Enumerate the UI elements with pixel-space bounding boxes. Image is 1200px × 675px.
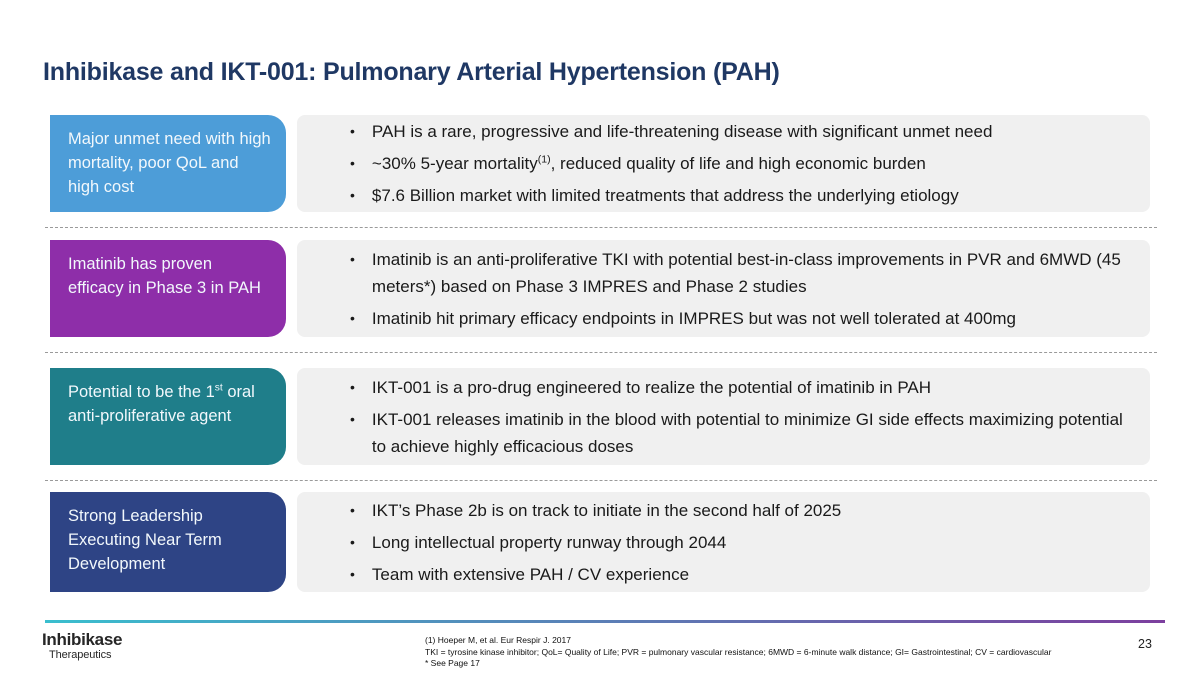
- section-label: Potential to be the 1st oral anti-proliferative agent: [68, 382, 255, 425]
- footnote-reference: (1) Hoeper M, et al. Eur Respir J. 2017: [425, 635, 571, 645]
- bullet-item: [317, 246, 1130, 300]
- bullet-text: • $7.6 Billion market with limited treatments that address the underlying etiology: [371, 186, 959, 205]
- section-divider: [45, 480, 1157, 481]
- bullet-text: • ~30% 5-year mortality$^{(1)}$, reduced quality of life and high economic burden: [371, 153, 926, 173]
- bullet-item: [317, 529, 1130, 556]
- section-label-box: [50, 368, 286, 465]
- bullet-text: • PAH is a rare, progressive and life-threatening disease with significant unmet need: [371, 122, 993, 141]
- section-bullet-panel: [297, 368, 1150, 465]
- section-label-box: [50, 240, 286, 337]
- bullet-text: • IKT’s Phase 2b is on track to initiate in the second half of 2025: [371, 500, 842, 520]
- bullet-item: [317, 150, 1130, 177]
- section-unmet-need: [50, 115, 1150, 212]
- bullet-item: [317, 561, 1130, 588]
- bullet-item: [317, 406, 1130, 460]
- logo-line2: Therapeutics: [49, 649, 112, 661]
- footnotes: [425, 635, 1115, 670]
- section-bullet-panel: [297, 115, 1150, 212]
- section-label-box: [50, 492, 286, 592]
- section-label-box: [50, 115, 286, 212]
- bullet-item: [317, 118, 1130, 145]
- section-label: Imatinib has proven efficacy in Phase 3 in PAH: [68, 255, 261, 297]
- section-first-oral-agent: [50, 368, 1150, 465]
- section-imatinib-efficacy: [50, 240, 1150, 337]
- section-divider: [45, 227, 1157, 228]
- bullet-text: • Team with extensive PAH / CV experience: [371, 564, 690, 584]
- section-divider: [45, 352, 1157, 353]
- section-bullet-panel: [297, 492, 1150, 592]
- company-logo: [42, 630, 122, 661]
- bullet-text: • Imatinib hit primary efficacy endpoints in IMPRES but was not well tolerated at 400mg: [371, 308, 1017, 328]
- section-leadership: [50, 492, 1150, 592]
- section-label: Major unmet need with high mortality, poor QoL and high cost: [68, 130, 271, 196]
- bullet-text: • IKT-001 releases imatinib in the blood with potential to minimize GI side effects maximizing potential to achieve highly efficacious doses: [371, 409, 1123, 456]
- bullet-text: • Imatinib is an anti-proliferative TKI with potential best-in-class improvements in PVR and 6MWD (45 meters*) based on Phase 3 IMPRES and Phase 2 studies: [371, 249, 1121, 296]
- footnote-see-page: * See Page 17: [425, 658, 480, 668]
- page-number: 23: [1138, 637, 1152, 651]
- section-bullet-panel: [297, 240, 1150, 337]
- slide-title: Inhibikase and IKT-001: Pulmonary Arterial Hypertension (PAH): [43, 58, 780, 86]
- footnote-abbreviations: TKI = tyrosine kinase inhibitor; QoL= Quality of Life; PVR = pulmonary vascular resistance; 6MWD = 6-minute walk distance; GI= Gastrointestinal; CV = cardiovascular: [425, 646, 1052, 657]
- footer-divider: [45, 620, 1165, 623]
- logo-line1: Inhibikase: [42, 630, 123, 649]
- bullet-item: [317, 497, 1130, 524]
- bullet-item: [317, 374, 1130, 401]
- bullet-item: [317, 305, 1130, 332]
- section-label: Strong Leadership Executing Near Term Development: [68, 507, 222, 573]
- bullet-text: • IKT-001 is a pro-drug engineered to realize the potential of imatinib in PAH: [371, 377, 932, 397]
- bullet-text: • Long intellectual property runway through 2044: [371, 532, 727, 552]
- bullet-item: [317, 182, 1130, 209]
